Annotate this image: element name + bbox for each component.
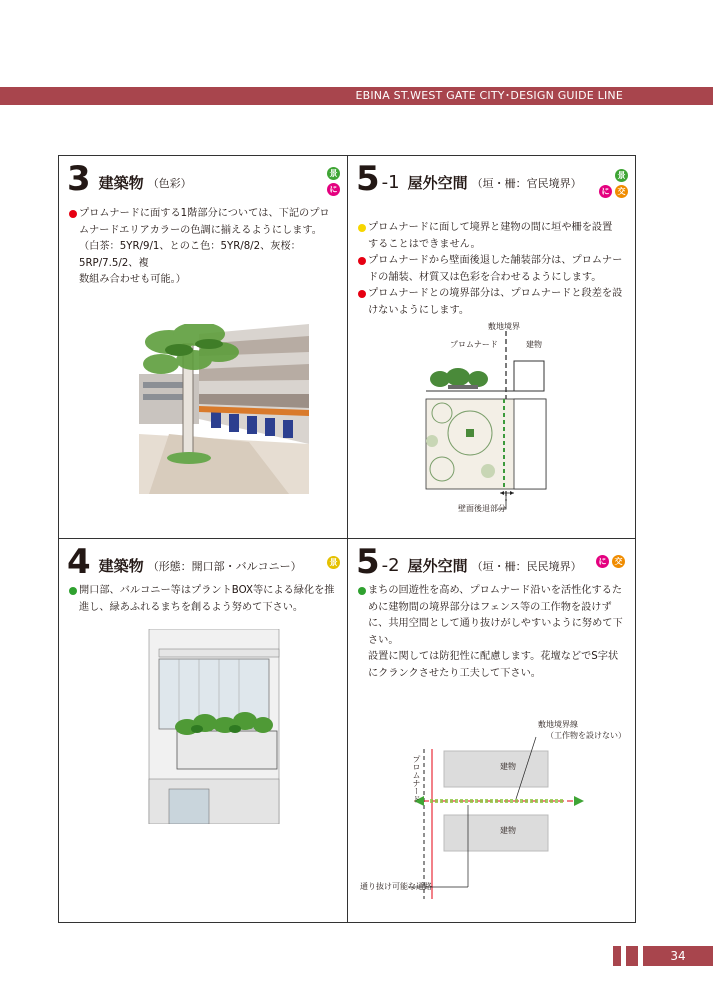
section-number: 4 (67, 542, 91, 582)
section-3-body (69, 206, 339, 289)
badge-ko: 交 (615, 185, 628, 198)
section-number: 3 (67, 159, 91, 199)
label-promenade: プロムナード (450, 340, 498, 349)
page-number: 34 (643, 946, 713, 966)
balcony-greenery-illustration (139, 629, 299, 824)
label-promenade-vertical: プロムナード (412, 755, 421, 803)
section-subtitle: （垣・柵：民民境界） (471, 560, 582, 573)
badge-kei: 景 (615, 169, 628, 182)
badge-ko: 交 (612, 555, 625, 568)
bullet-paragraph: 開口部、バルコニー等はプラントBOX等による緑化を推 進し、緑あふれるまちを創るよう努めて下さい。 (69, 583, 344, 616)
label-setback-area: 壁面後退部分 (458, 504, 506, 513)
section-5-1-heading (356, 159, 582, 199)
section-4-heading (67, 542, 302, 582)
page-stripe (626, 946, 638, 966)
color-note: （白茶：5YR/9/1、とのこ色：5YR/8/2、灰桜：5RP/7.5/2、複 数組み合わせも可能。） (79, 241, 301, 285)
green-bullet-icon (69, 587, 77, 595)
street-facade-illustration (139, 324, 309, 494)
green-bullet-icon (358, 587, 366, 595)
bullet-paragraph: プロムナードとの境界部分は、プロムナードと段差を設 けないようにします。 (358, 286, 633, 319)
label-building-bottom: 建物 (500, 826, 516, 835)
header-title: EBINA ST.WEST GATE CITY･DESIGN GUIDE LINE (355, 89, 623, 102)
section-3 (59, 156, 347, 538)
section-subtitle: （形態：開口部・バルコニー） (147, 560, 302, 573)
section-subnumber: -2 (381, 555, 400, 576)
section-subtitle: （色彩） (147, 177, 192, 190)
label-site-boundary: 敷地境界 (488, 322, 520, 331)
badge-kei: 景 (327, 556, 340, 569)
bullet-paragraph: プロムナードに面する1階部分については、下記のプロ ムナードエリアカラーの色調に揃えるようにします。 (69, 206, 339, 239)
section-number: 5 (356, 542, 380, 582)
section-5-2-heading (356, 542, 582, 582)
section-4-body (69, 583, 344, 616)
section-title: 建築物 (98, 557, 144, 575)
badge-ni: に (599, 185, 612, 198)
section-title: 建築物 (98, 174, 144, 192)
section-4 (59, 539, 347, 924)
section-5-1 (348, 156, 637, 538)
section-title: 屋外空間 (407, 174, 468, 192)
label-building: 建物 (526, 340, 542, 349)
label-building-top: 建物 (500, 762, 516, 771)
header-bar (0, 87, 713, 105)
bullet-paragraph: プロムナードに面して境界と建物の間に垣や柵を設置 することはできません。 (358, 220, 633, 253)
label-passage: 通り抜け可能な通路 (360, 882, 432, 891)
passage-plan-diagram (360, 719, 628, 909)
section-5-2 (348, 539, 637, 924)
badge-ni: に (596, 555, 609, 568)
red-bullet-icon (358, 290, 366, 298)
boundary-setback-diagram (418, 321, 618, 521)
section-5-2-body (358, 583, 633, 682)
bullet-paragraph: まちの回遊性を高め、プロムナード沿いを活性化するた めに建物間の境界部分はフェンス等の工作物を設けず に、共用空間として通り抜けがしやすいように努めて下 さい。 設置に関しては防犯性に配慮します。花壇などでS字状 にクランクさせたり工夫して下さい。 (358, 583, 633, 682)
section-number: 5 (356, 159, 380, 199)
bullet-paragraph: プロムナードから壁面後退した舗装部分は、プロムナー ドの舗装、材質又は色彩を合わせるようにします。 (358, 253, 633, 286)
page-stripe (613, 946, 621, 966)
section-subnumber: -1 (381, 172, 400, 193)
section-3-heading (67, 159, 192, 199)
section-title: 屋外空間 (407, 557, 468, 575)
badge-kei: 景 (327, 167, 340, 180)
setback-plan-drawing (418, 321, 618, 521)
yellow-bullet-icon (358, 224, 366, 232)
guideline-grid (58, 155, 636, 923)
section-5-1-body (358, 220, 633, 319)
badge-ni: に (327, 183, 340, 196)
label-no-structures: （工作物を設けない） (546, 731, 626, 740)
red-bullet-icon (69, 210, 77, 218)
section-subtitle: （垣・柵：官民境界） (471, 177, 582, 190)
red-bullet-icon (358, 257, 366, 265)
label-boundary-line: 敷地境界線 (538, 720, 578, 729)
